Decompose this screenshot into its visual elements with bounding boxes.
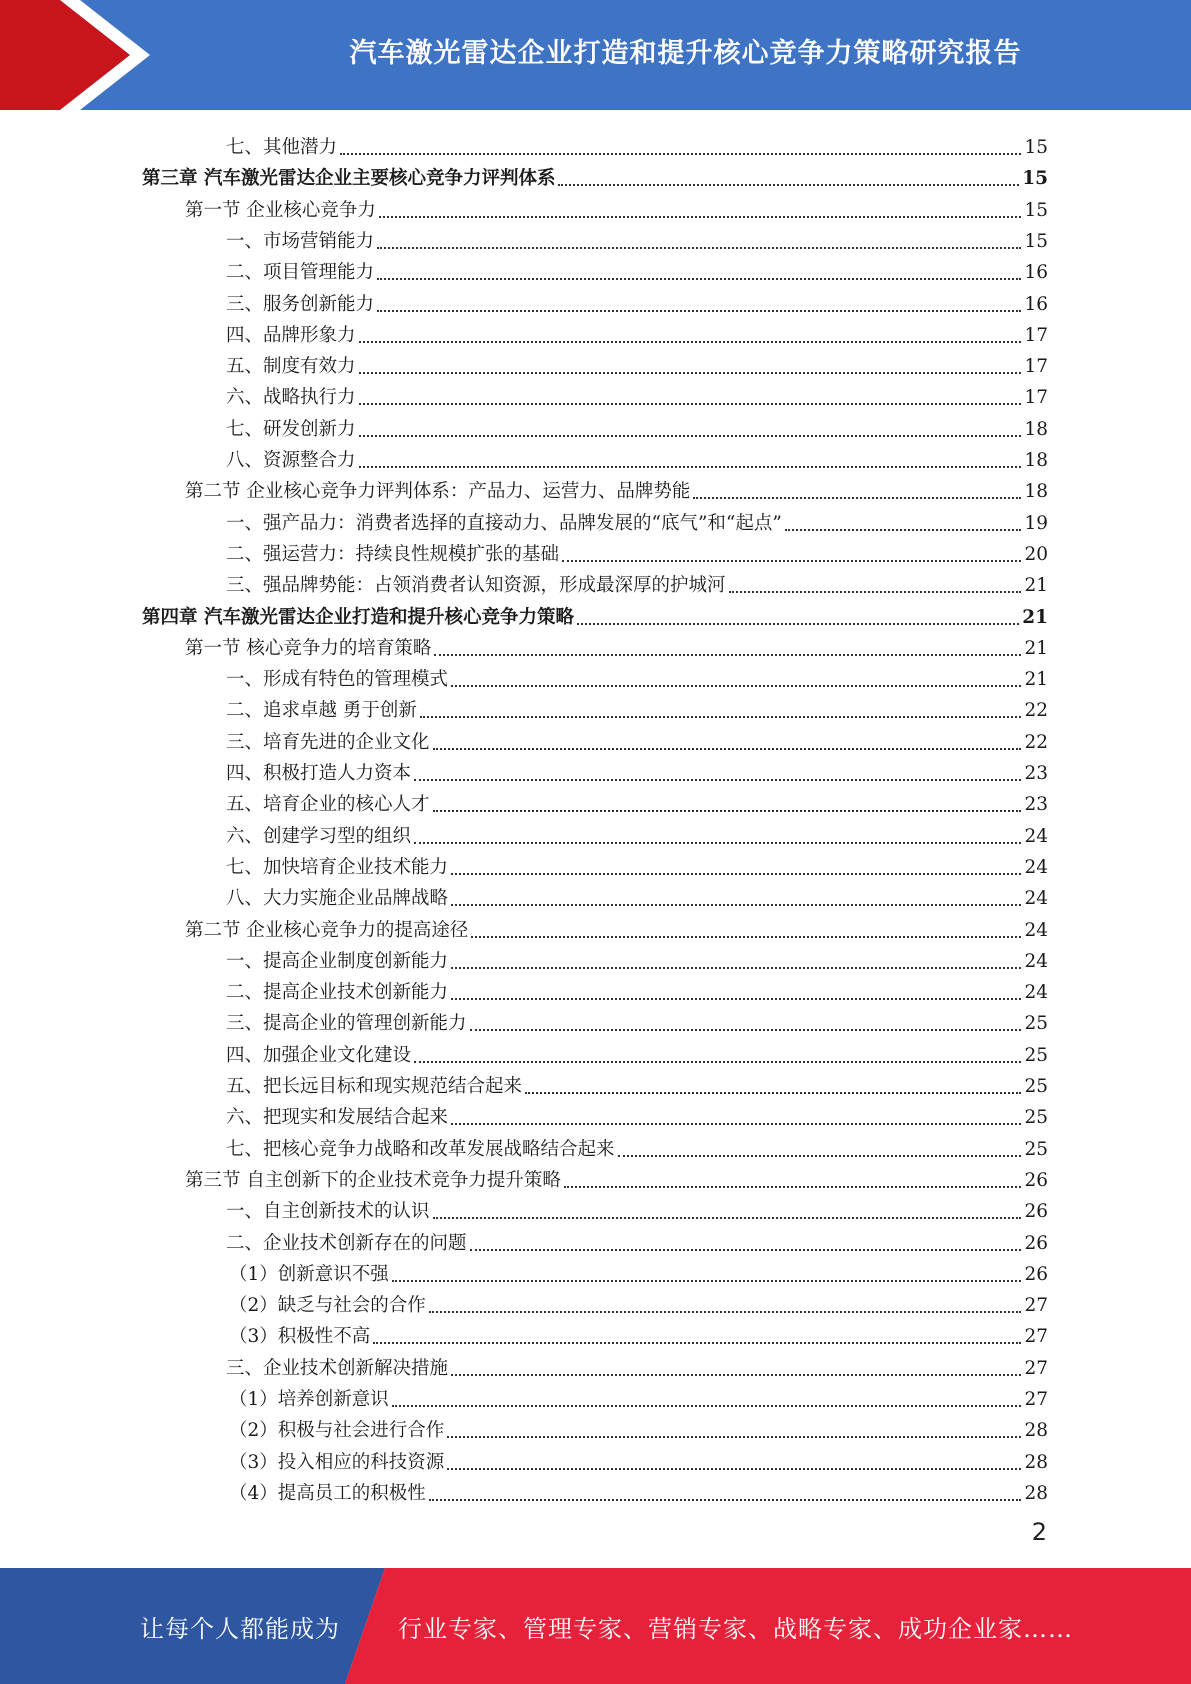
toc-entry-title: 二、强运营力：持续良性规模扩张的基础 bbox=[226, 543, 560, 565]
toc-entry-page: 28 bbox=[1024, 1451, 1048, 1473]
document-title: 汽车激光雷达企业打造和提升核心竞争力策略研究报告 bbox=[349, 37, 1022, 69]
toc-entry-page: 18 bbox=[1024, 418, 1048, 440]
toc-entry[interactable] bbox=[185, 472, 1048, 503]
toc-entry-page: 24 bbox=[1024, 888, 1048, 910]
toc-entry-page: 27 bbox=[1024, 1295, 1048, 1317]
toc-entry[interactable] bbox=[226, 1192, 1048, 1223]
toc-dot-leader bbox=[377, 310, 1021, 312]
toc-entry-title: 一、形成有特色的管理模式 bbox=[226, 669, 449, 691]
toc-entry-page: 15 bbox=[1024, 137, 1048, 158]
toc-entry-title: 第四章 汽车激光雷达企业打造和提升核心竞争力策略 bbox=[142, 606, 574, 628]
toc-dot-leader bbox=[433, 810, 1022, 812]
toc-dot-leader bbox=[451, 967, 1021, 969]
toc-entry[interactable] bbox=[226, 1067, 1048, 1098]
toc-entry-title: 四、积极打造人力资本 bbox=[226, 763, 412, 784]
toc-entry-title: 七、其他潜力 bbox=[226, 137, 338, 158]
toc-entry-page: 20 bbox=[1024, 543, 1048, 565]
toc-entry[interactable] bbox=[226, 253, 1048, 284]
toc-entry-page: 16 bbox=[1024, 262, 1048, 284]
toc-dot-leader bbox=[429, 1311, 1022, 1313]
toc-entry[interactable] bbox=[229, 1443, 1048, 1474]
toc-entry[interactable] bbox=[226, 410, 1048, 441]
toc-dot-leader bbox=[562, 560, 1021, 562]
toc-entry[interactable] bbox=[226, 1349, 1048, 1380]
toc-entry-page: 18 bbox=[1024, 450, 1048, 471]
toc-entry-title: 一、市场营销能力 bbox=[226, 230, 375, 252]
toc-entry[interactable] bbox=[226, 660, 1048, 691]
toc-dot-leader bbox=[392, 1405, 1022, 1407]
toc-dot-leader bbox=[434, 654, 1021, 656]
toc-dot-leader bbox=[525, 1092, 1021, 1094]
toc-entry[interactable] bbox=[226, 691, 1048, 722]
toc-entry-page: 24 bbox=[1024, 982, 1048, 1004]
toc-entry[interactable] bbox=[229, 1255, 1048, 1286]
toc-entry-title: （3）积极性不高 bbox=[229, 1326, 371, 1348]
toc-entry[interactable] bbox=[226, 785, 1048, 816]
toc-dot-leader bbox=[414, 779, 1021, 781]
page-footer bbox=[0, 1568, 1191, 1684]
toc-dot-leader bbox=[377, 278, 1021, 280]
toc-entry[interactable] bbox=[226, 347, 1048, 378]
page-header bbox=[0, 0, 1191, 110]
toc-dot-leader bbox=[359, 435, 1022, 437]
toc-entry-title: 一、提高企业制度创新能力 bbox=[226, 950, 449, 972]
toc-entry-page: 25 bbox=[1024, 1138, 1048, 1160]
toc-entry[interactable] bbox=[229, 1380, 1048, 1411]
toc-dot-leader bbox=[433, 1217, 1022, 1219]
toc-entry-title: 三、提高企业的管理创新能力 bbox=[226, 1013, 467, 1035]
toc-entry[interactable] bbox=[226, 504, 1048, 535]
toc-entry-page: 21 bbox=[1024, 637, 1048, 659]
toc-entry[interactable] bbox=[229, 1411, 1048, 1442]
toc-dot-leader bbox=[451, 685, 1021, 687]
toc-entry-title: （4）提高员工的积极性 bbox=[229, 1482, 426, 1504]
toc-entry-page: 17 bbox=[1024, 387, 1048, 409]
toc-entry-page: 15 bbox=[1022, 168, 1048, 190]
toc-entry[interactable] bbox=[226, 128, 1048, 159]
toc-dot-leader bbox=[451, 1123, 1021, 1125]
toc-entry[interactable] bbox=[142, 159, 1048, 190]
toc-entry-page: 19 bbox=[1024, 512, 1048, 534]
toc-entry-page: 24 bbox=[1024, 950, 1048, 972]
toc-entry-page: 27 bbox=[1024, 1326, 1048, 1348]
toc-entry-title: 第三章 汽车激光雷达企业主要核心竞争力评判体系 bbox=[142, 168, 556, 190]
toc-entry-page: 26 bbox=[1024, 1263, 1048, 1285]
toc-entry-title: 二、提高企业技术创新能力 bbox=[226, 982, 449, 1004]
toc-entry[interactable] bbox=[226, 754, 1048, 785]
toc-entry-title: （3）投入相应的科技资源 bbox=[229, 1451, 445, 1473]
toc-dot-leader bbox=[451, 904, 1021, 906]
toc-entry-page: 26 bbox=[1024, 1232, 1048, 1254]
toc-entry[interactable] bbox=[226, 723, 1048, 754]
toc-dot-leader bbox=[693, 497, 1021, 499]
toc-entry-page: 18 bbox=[1024, 481, 1048, 503]
toc-dot-leader bbox=[377, 247, 1021, 249]
toc-dot-leader bbox=[379, 216, 1022, 218]
toc-dot-leader bbox=[359, 466, 1022, 468]
toc-dot-leader bbox=[451, 998, 1021, 1000]
toc-entry[interactable] bbox=[226, 1224, 1048, 1255]
toc-entry-title: 八、大力实施企业品牌战略 bbox=[226, 888, 449, 910]
toc-entry[interactable] bbox=[226, 1036, 1048, 1067]
toc-dot-leader bbox=[359, 403, 1022, 405]
toc-entry-page: 26 bbox=[1024, 1201, 1048, 1223]
toc-entry-title: （1）创新意识不强 bbox=[229, 1263, 389, 1285]
toc-entry-title: 第一节 企业核心竞争力 bbox=[185, 199, 376, 221]
footer-slogan-left: 让每个人都能成为 bbox=[140, 1614, 340, 1643]
toc-entry-page: 23 bbox=[1024, 794, 1048, 816]
toc-entry-title: 二、追求卓越 勇于创新 bbox=[226, 700, 417, 722]
toc-entry[interactable] bbox=[226, 973, 1048, 1004]
toc-entry-page: 17 bbox=[1024, 356, 1048, 378]
toc-dot-leader bbox=[729, 591, 1022, 593]
toc-entry-title: （2）缺乏与社会的合作 bbox=[229, 1295, 426, 1317]
toc-dot-leader bbox=[558, 184, 1019, 186]
toc-dot-leader bbox=[785, 529, 1022, 531]
toc-entry-page: 27 bbox=[1024, 1357, 1048, 1379]
toc-entry[interactable] bbox=[226, 441, 1048, 472]
toc-entry[interactable] bbox=[226, 378, 1048, 409]
toc-entry-title: （2）积极与社会进行合作 bbox=[229, 1420, 445, 1442]
toc-dot-leader bbox=[447, 1468, 1021, 1470]
toc-entry-page: 15 bbox=[1024, 199, 1048, 221]
toc-entry[interactable] bbox=[226, 566, 1048, 597]
toc-entry[interactable] bbox=[226, 1098, 1048, 1129]
toc-entry-title: 七、加快培育企业技术能力 bbox=[226, 856, 449, 878]
toc-entry-title: 六、战略执行力 bbox=[226, 387, 356, 409]
toc-dot-leader bbox=[451, 873, 1021, 875]
toc-entry-page: 21 bbox=[1024, 669, 1048, 691]
page-number: 2 bbox=[1031, 1518, 1047, 1546]
toc-entry-title: 二、企业技术创新存在的问题 bbox=[226, 1232, 467, 1254]
toc-entry[interactable] bbox=[226, 316, 1048, 347]
toc-entry-page: 28 bbox=[1024, 1420, 1048, 1442]
toc-entry-title: 八、资源整合力 bbox=[226, 450, 356, 471]
toc-entry-page: 25 bbox=[1024, 1076, 1048, 1097]
toc-entry-page: 24 bbox=[1024, 856, 1048, 878]
toc-entry[interactable] bbox=[226, 879, 1048, 910]
toc-entry-page: 17 bbox=[1024, 324, 1048, 346]
toc-entry[interactable] bbox=[185, 911, 1048, 942]
toc-entry[interactable] bbox=[185, 1161, 1048, 1192]
footer-slogan-right: 行业专家、管理专家、营销专家、战略专家、成功企业家…… bbox=[398, 1614, 1073, 1643]
toc-dot-leader bbox=[414, 842, 1021, 844]
toc-entry[interactable] bbox=[185, 191, 1048, 222]
toc-entry-title: 六、把现实和发展结合起来 bbox=[226, 1107, 449, 1129]
toc-entry-page: 21 bbox=[1024, 575, 1048, 597]
toc-entry[interactable] bbox=[142, 598, 1048, 629]
toc-entry-page: 22 bbox=[1024, 700, 1048, 722]
toc-entry-page: 16 bbox=[1024, 293, 1048, 315]
toc-entry[interactable] bbox=[185, 629, 1048, 660]
toc-dot-leader bbox=[373, 1342, 1021, 1344]
toc-entry-page: 26 bbox=[1024, 1169, 1048, 1191]
toc-entry-title: 三、培育先进的企业文化 bbox=[226, 731, 430, 753]
toc-entry-page: 28 bbox=[1024, 1482, 1048, 1504]
toc-entry-title: 四、加强企业文化建设 bbox=[226, 1044, 412, 1066]
toc-entry-page: 25 bbox=[1024, 1013, 1048, 1035]
toc-entry-title: 五、把长远目标和现实规范结合起来 bbox=[226, 1076, 523, 1097]
toc-entry-title: 七、研发创新力 bbox=[226, 418, 356, 440]
toc-entry-title: 六、创建学习型的组织 bbox=[226, 825, 412, 847]
toc-dot-leader bbox=[433, 748, 1022, 750]
toc-entry-page: 27 bbox=[1024, 1389, 1048, 1410]
toc-entry[interactable] bbox=[226, 222, 1048, 253]
toc-entry-title: 第三节 自主创新下的企业技术竞争力提升策略 bbox=[185, 1169, 561, 1191]
toc-dot-leader bbox=[470, 1029, 1022, 1031]
toc-entry-page: 25 bbox=[1024, 1044, 1048, 1066]
toc-entry-title: 三、企业技术创新解决措施 bbox=[226, 1357, 449, 1379]
toc-entry-page: 15 bbox=[1024, 230, 1048, 252]
toc-entry[interactable] bbox=[226, 1130, 1048, 1161]
toc-entry[interactable] bbox=[226, 848, 1048, 879]
toc-entry[interactable] bbox=[229, 1317, 1048, 1348]
toc-entry-page: 21 bbox=[1022, 606, 1048, 628]
toc-entry-title: 四、品牌形象力 bbox=[226, 324, 356, 346]
toc-entry[interactable] bbox=[226, 535, 1048, 566]
toc-entry-title: 一、强产品力：消费者选择的直接动力、品牌发展的“底气”和“起点” bbox=[226, 512, 782, 534]
toc-entry[interactable] bbox=[226, 285, 1048, 316]
toc-entry-title: 三、强品牌势能：占领消费者认知资源，形成最深厚的护城河 bbox=[226, 575, 726, 597]
toc-dot-leader bbox=[451, 1374, 1021, 1376]
toc-entry[interactable] bbox=[226, 1004, 1048, 1035]
toc-entry[interactable] bbox=[226, 942, 1048, 973]
toc-entry-page: 25 bbox=[1024, 1107, 1048, 1129]
toc-dot-leader bbox=[470, 1249, 1022, 1251]
toc-entry-title: 第一节 核心竞争力的培育策略 bbox=[185, 637, 432, 659]
toc-entry-title: 五、培育企业的核心人才 bbox=[226, 794, 430, 816]
toc-entry-page: 24 bbox=[1024, 919, 1048, 941]
toc-entry-title: 七、把核心竞争力战略和改革发展战略结合起来 bbox=[226, 1138, 615, 1160]
toc-dot-leader bbox=[414, 1061, 1021, 1063]
toc-dot-leader bbox=[359, 341, 1022, 343]
toc-dot-leader bbox=[359, 372, 1022, 374]
toc-entry-page: 22 bbox=[1024, 731, 1048, 753]
toc-dot-leader bbox=[420, 716, 1022, 718]
toc-entry-title: （1）培养创新意识 bbox=[229, 1389, 389, 1410]
toc-entry-title: 三、服务创新能力 bbox=[226, 293, 375, 315]
toc-entry-page: 24 bbox=[1024, 825, 1048, 847]
toc-dot-leader bbox=[392, 1280, 1022, 1282]
toc-entry-title: 五、制度有效力 bbox=[226, 356, 356, 378]
toc-entry[interactable] bbox=[229, 1474, 1048, 1505]
toc-entry[interactable] bbox=[226, 817, 1048, 848]
toc-entry-title: 一、自主创新技术的认识 bbox=[226, 1201, 430, 1223]
toc-dot-leader bbox=[577, 623, 1019, 625]
toc-entry-title: 二、项目管理能力 bbox=[226, 262, 375, 284]
toc-entry-page: 23 bbox=[1024, 763, 1048, 784]
toc-dot-leader bbox=[564, 1186, 1022, 1188]
toc-dot-leader bbox=[618, 1155, 1022, 1157]
toc-dot-leader bbox=[447, 1436, 1021, 1438]
toc-entry[interactable] bbox=[229, 1286, 1048, 1317]
header-chevron-logo bbox=[0, 0, 160, 110]
toc-dot-leader bbox=[471, 936, 1021, 938]
toc-dot-leader bbox=[429, 1499, 1022, 1501]
toc-dot-leader bbox=[340, 153, 1021, 155]
toc-entry-title: 第二节 企业核心竞争力的提高途径 bbox=[185, 919, 469, 941]
toc-entry-title: 第二节 企业核心竞争力评判体系：产品力、运营力、品牌势能 bbox=[185, 481, 691, 503]
